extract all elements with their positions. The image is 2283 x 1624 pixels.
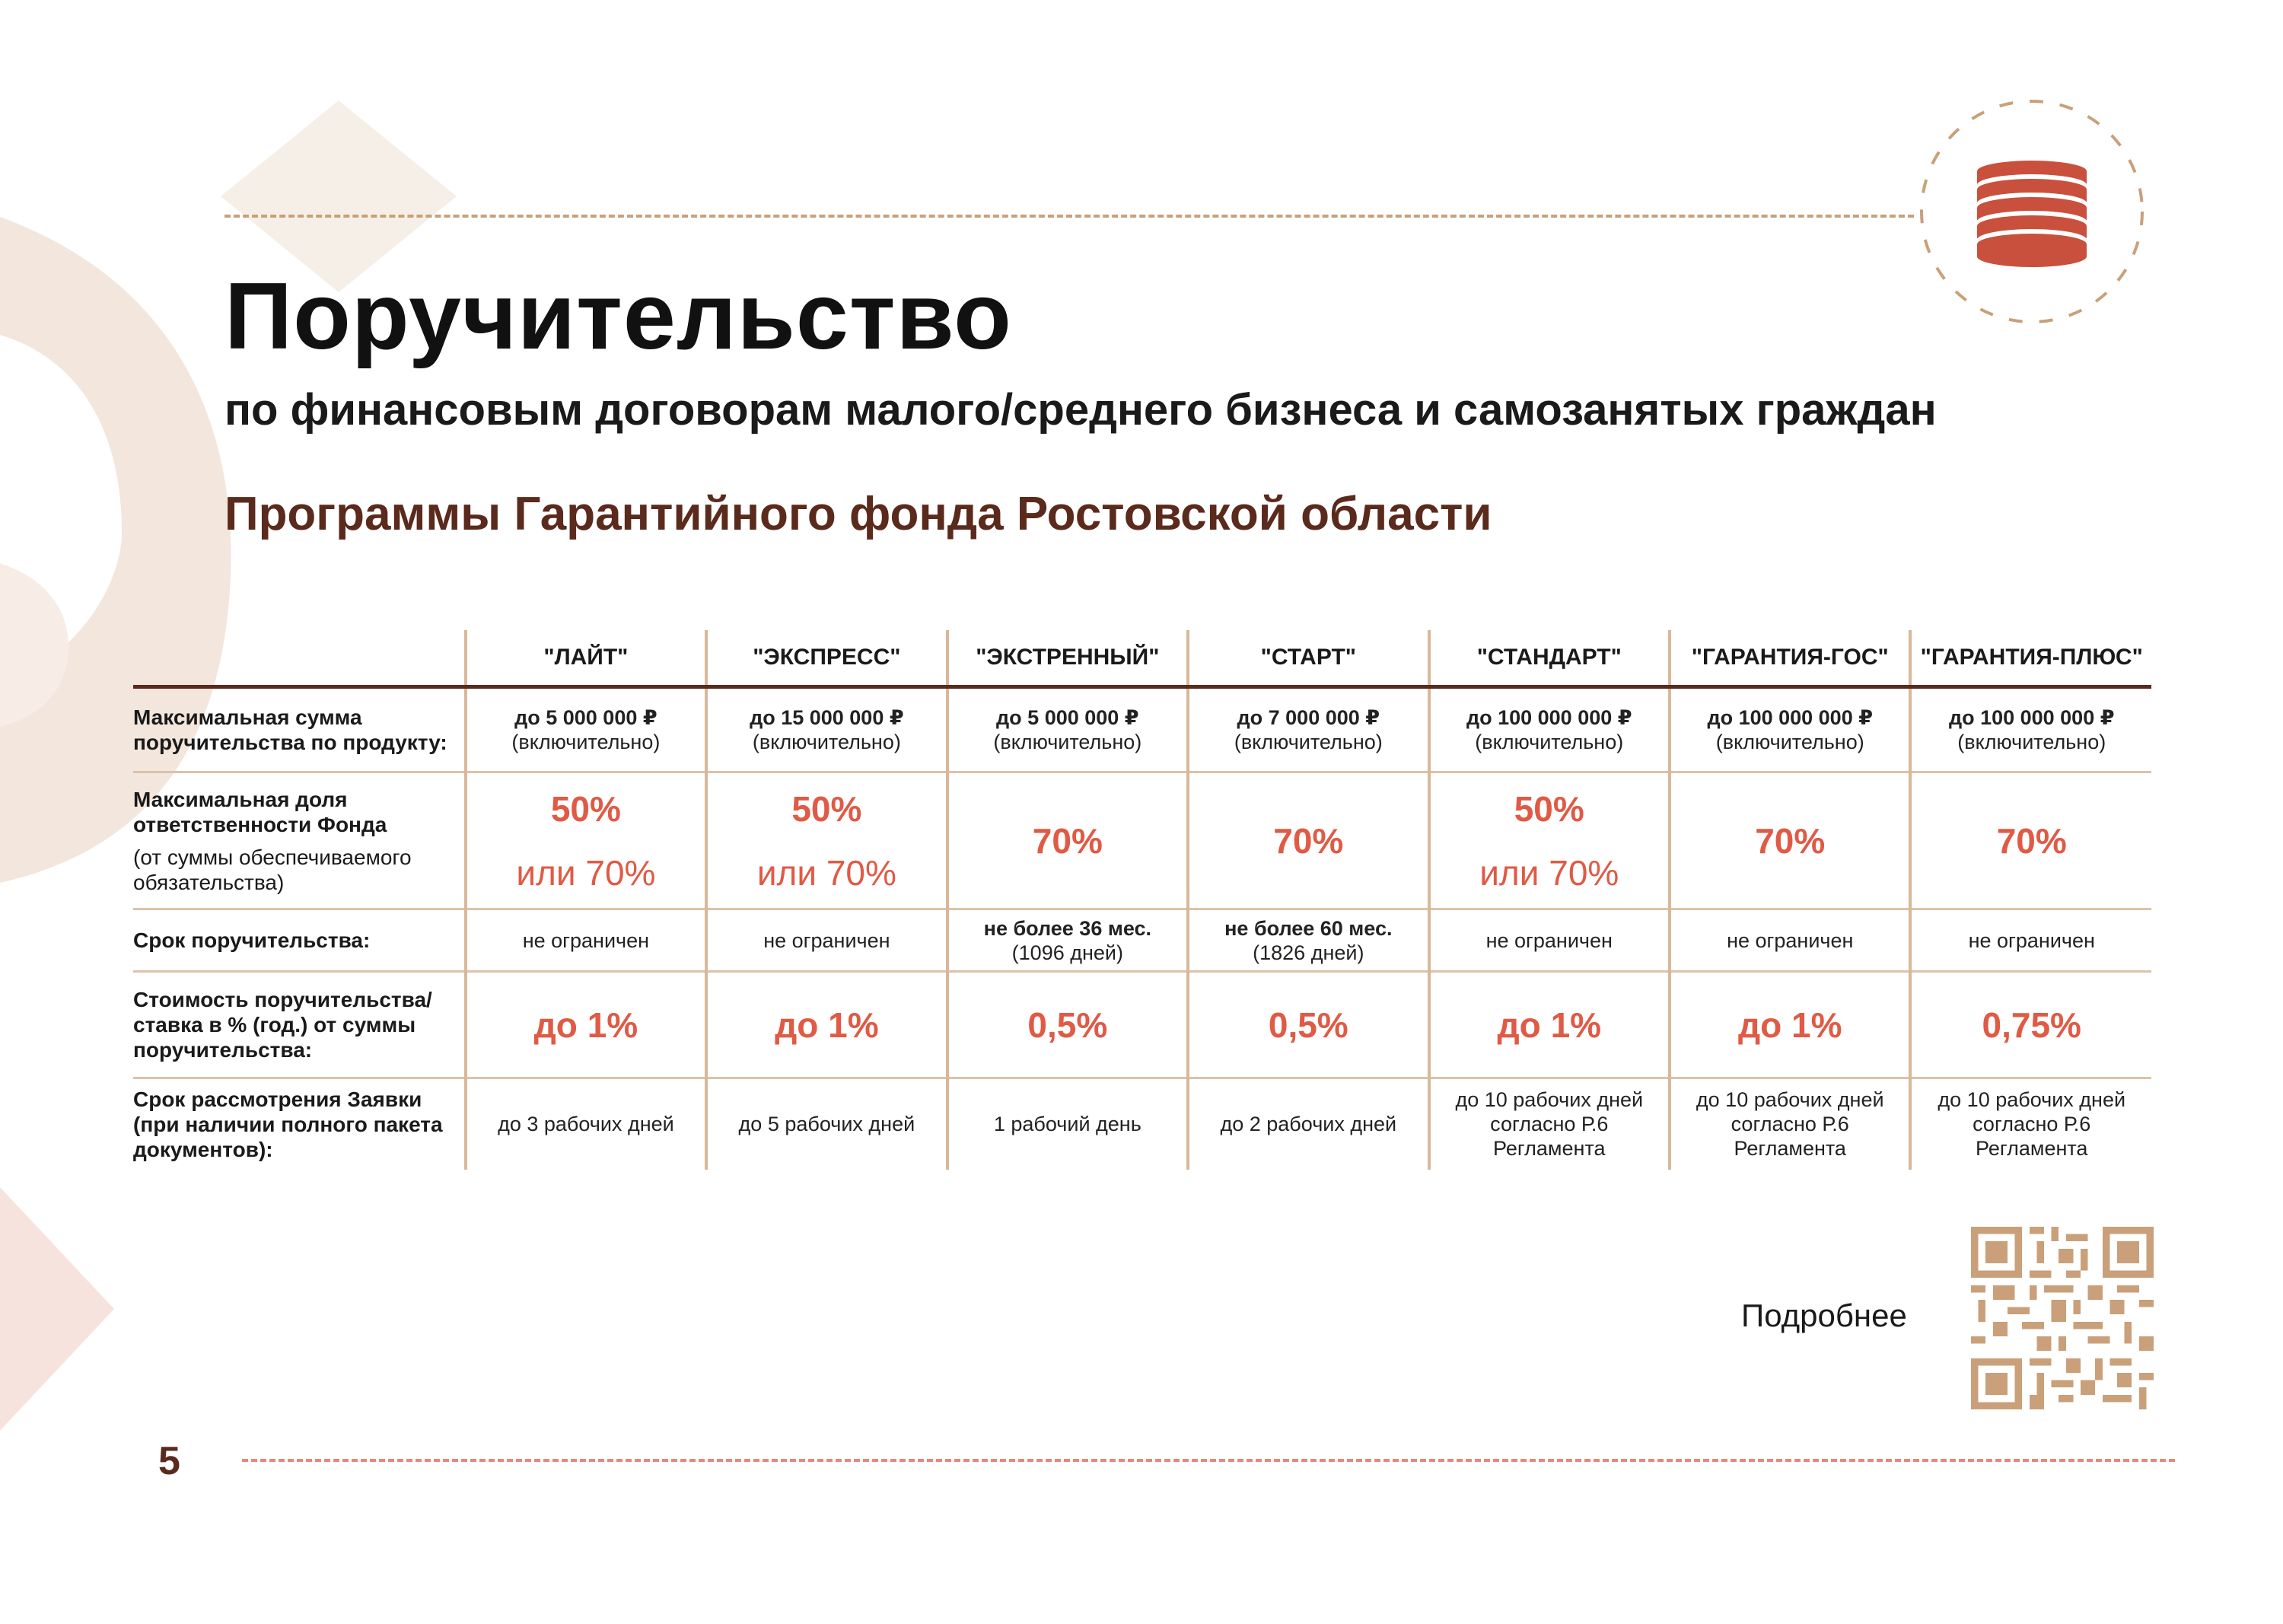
table-cell (466, 972, 706, 1078)
share-alt-value: или 70% (516, 852, 656, 893)
amount-value: до 5 000 000 ₽ (996, 706, 1139, 729)
row-label-cell (133, 772, 466, 909)
share-value: 50% (791, 788, 862, 829)
review-value: до 5 рабочих дней (706, 1078, 947, 1170)
amount-note: (включительно) (1475, 731, 1624, 753)
page-subtitle: по финансовым договорам малого/среднего бизнеса и самозанятых граждан (224, 385, 1937, 435)
table-row (133, 1078, 2151, 1170)
amount-value: до 100 000 000 ₽ (1707, 706, 1874, 729)
table-cell (1910, 909, 2151, 972)
row-label: Максимальная сумма поручительства по продукту: (133, 705, 447, 754)
term-value: не ограничен (1727, 928, 1854, 952)
table-cell (1910, 687, 2151, 772)
amount-value: до 15 000 000 ₽ (750, 706, 904, 729)
table-cell (1188, 909, 1428, 972)
table-cell (1429, 687, 1670, 772)
coins-stack-icon (1918, 97, 2146, 326)
page-number: 5 (158, 1439, 180, 1483)
top-divider (224, 215, 1914, 218)
amount-note: (включительно) (1957, 731, 2106, 753)
page-title: Поручительство (224, 264, 1012, 369)
table-cell (1910, 972, 2151, 1078)
row-label: Максимальная доля ответственности Фонда (133, 787, 387, 836)
share-value: 70% (1996, 820, 2067, 861)
cost-value: до 1% (1497, 1005, 1602, 1045)
term-value: не более 60 мес. (1224, 916, 1393, 940)
row-label-note: (от суммы обеспечиваемого обязательства) (133, 845, 412, 894)
column-header: "ЭКСТРЕННЫЙ" (947, 630, 1188, 687)
term-value: не ограничен (1968, 928, 2095, 952)
cost-value: до 1% (775, 1005, 879, 1045)
share-value: 50% (1514, 788, 1584, 829)
programs-table (133, 630, 2151, 1170)
table-cell (1670, 972, 1910, 1078)
column-header: "ГАРАНТИЯ-ПЛЮС" (1910, 630, 2151, 687)
term-sub: (1096 дней) (1011, 941, 1123, 964)
table-row (133, 687, 2151, 772)
table-cell (706, 772, 947, 909)
column-header: "ЛАЙТ" (466, 630, 706, 687)
table-cell (1910, 772, 2151, 909)
review-value: до 10 рабочих дней согласно Р.6 Регламента (1429, 1078, 1670, 1170)
table-cell (1670, 909, 1910, 972)
table-cell (466, 772, 706, 909)
bottom-divider (242, 1459, 2175, 1462)
table-cell (1429, 909, 1670, 972)
table-cell (1429, 772, 1670, 909)
share-value: 70% (1273, 820, 1344, 861)
row-label: Срок поручительства: (133, 909, 466, 972)
cost-value: 0,5% (1268, 1005, 1348, 1045)
amount-value: до 100 000 000 ₽ (1466, 706, 1632, 729)
row-label: Срок рассмотрения Заявки (при наличии полного пакета документов): (133, 1078, 466, 1170)
term-value: не ограничен (1485, 928, 1613, 952)
section-title: Программы Гарантийного фонда Ростовской области (224, 488, 1492, 540)
cost-value: 0,5% (1027, 1005, 1108, 1045)
table-cell (947, 772, 1188, 909)
cost-value: до 1% (533, 1005, 638, 1045)
column-header: "СТАНДАРТ" (1429, 630, 1670, 687)
table-cell (1429, 972, 1670, 1078)
review-value: до 10 рабочих дней согласно Р.6 Регламента (1670, 1078, 1910, 1170)
more-info-label: Подробнее (1741, 1298, 1907, 1333)
table-cell (706, 687, 947, 772)
column-header: "ЭКСПРЕСС" (706, 630, 947, 687)
row-label: Стоимость поручительства/ ставка в % (год.) от суммы поручительства: (133, 972, 466, 1078)
term-value: не ограничен (763, 928, 890, 952)
column-header: "СТАРТ" (1188, 630, 1428, 687)
amount-value: до 5 000 000 ₽ (514, 706, 658, 729)
review-value: 1 рабочий день (947, 1078, 1188, 1170)
table-cell (466, 687, 706, 772)
term-value: не более 36 мес. (983, 916, 1151, 940)
term-sub: (1826 дней) (1253, 941, 1364, 964)
table-cell (706, 909, 947, 972)
table-cell (1188, 972, 1428, 1078)
share-value: 70% (1032, 820, 1103, 861)
cost-value: до 1% (1737, 1005, 1842, 1045)
amount-note: (включительно) (511, 731, 661, 753)
table-row (133, 972, 2151, 1078)
share-value: 70% (1755, 820, 1826, 861)
amount-value: до 100 000 000 ₽ (1948, 706, 2115, 729)
table-cell (1670, 687, 1910, 772)
header-corner (133, 630, 466, 687)
amount-note: (включительно) (1715, 731, 1864, 753)
amount-note: (включительно) (993, 731, 1142, 753)
review-value: до 10 рабочих дней согласно Р.6 Регламента (1910, 1078, 2151, 1170)
table-header-row (133, 630, 2151, 687)
qr-code-icon[interactable] (1971, 1227, 2154, 1409)
table-cell (947, 909, 1188, 972)
review-value: до 3 рабочих дней (466, 1078, 706, 1170)
table-cell (1670, 772, 1910, 909)
review-value: до 2 рабочих дней (1188, 1078, 1428, 1170)
table-cell (706, 972, 947, 1078)
table-cell (466, 909, 706, 972)
table-row (133, 772, 2151, 909)
term-value: не ограничен (522, 928, 650, 952)
amount-note: (включительно) (752, 731, 901, 753)
table-row (133, 909, 2151, 972)
amount-value: до 7 000 000 ₽ (1237, 706, 1380, 729)
table-cell (1188, 772, 1428, 909)
cost-value: 0,75% (1982, 1005, 2081, 1045)
share-value: 50% (550, 788, 621, 829)
share-alt-value: или 70% (756, 852, 896, 893)
table-cell (1188, 687, 1428, 772)
amount-note: (включительно) (1234, 731, 1383, 753)
column-header: "ГАРАНТИЯ-ГОС" (1670, 630, 1910, 687)
table-cell (947, 972, 1188, 1078)
table-cell (947, 687, 1188, 772)
share-alt-value: или 70% (1479, 852, 1619, 893)
